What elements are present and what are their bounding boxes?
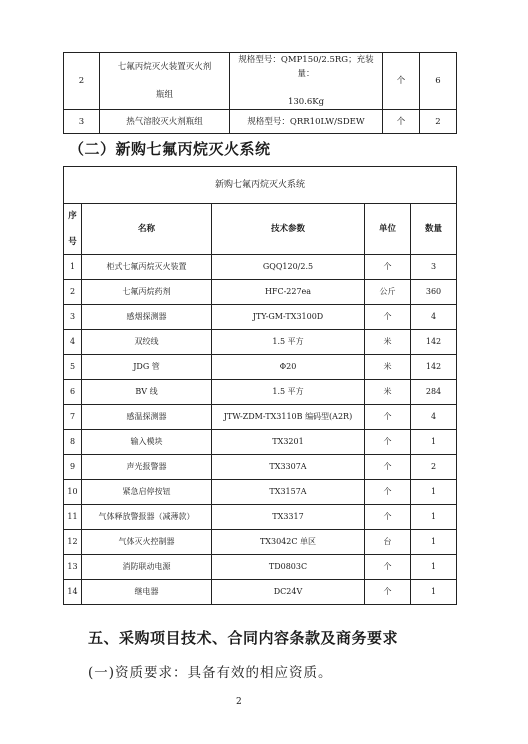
section-heading-five: 五、采购项目技术、合同内容条款及商务要求 — [88, 629, 399, 647]
item-unit: 个 — [365, 505, 411, 530]
table-title: 新购七氟丙烷灭火系统 — [64, 167, 457, 204]
table-row — [64, 530, 457, 555]
item-unit: 台 — [365, 530, 411, 555]
item-unit: 个 — [365, 580, 411, 605]
header-spec: 技术参数 — [212, 204, 365, 255]
item-qty: 1 — [411, 580, 457, 605]
item-qty: 2 — [420, 110, 457, 134]
header-name: 名称 — [82, 204, 212, 255]
item-qty: 6 — [420, 53, 457, 110]
table-row — [64, 53, 457, 110]
item-name: 双绞线 — [82, 330, 212, 355]
top-equipment-table — [63, 52, 457, 134]
item-name: 七氟丙烷灭火装置灭火剂 瓶组 — [100, 53, 230, 110]
row-number: 6 — [64, 380, 82, 405]
table-row — [64, 480, 457, 505]
item-spec: TX3157A — [212, 480, 365, 505]
item-qty: 142 — [411, 330, 457, 355]
item-spec: JTY-GM-TX3100D — [212, 305, 365, 330]
item-qty: 1 — [411, 430, 457, 455]
item-qty: 284 — [411, 380, 457, 405]
item-name: 气体灭火控制器 — [82, 530, 212, 555]
item-spec: 规格型号：QMP150/2.5RG；充装量： 130.6Kg — [230, 53, 383, 110]
item-unit: 米 — [365, 355, 411, 380]
item-unit: 个 — [365, 455, 411, 480]
row-number: 2 — [64, 53, 100, 110]
item-unit: 个 — [365, 430, 411, 455]
table-title-row — [64, 167, 457, 204]
table-row — [64, 330, 457, 355]
table-row — [64, 110, 457, 134]
row-number: 2 — [64, 280, 82, 305]
row-number: 1 — [64, 255, 82, 280]
table-row — [64, 380, 457, 405]
item-name: 声光报警器 — [82, 455, 212, 480]
table-row — [64, 580, 457, 605]
item-unit: 米 — [365, 330, 411, 355]
item-spec: JTW-ZDM-TX3110B 编码型(A2R) — [212, 405, 365, 430]
item-spec: HFC-227ea — [212, 280, 365, 305]
page-number: 2 — [236, 697, 242, 707]
header-unit: 单位 — [365, 204, 411, 255]
item-name: 消防联动电源 — [82, 555, 212, 580]
item-qty: 142 — [411, 355, 457, 380]
item-spec: TX3042C 单区 — [212, 530, 365, 555]
qualification-paragraph: (一)资质要求：具备有效的相应资质。 — [88, 665, 333, 681]
row-number: 13 — [64, 555, 82, 580]
row-number: 3 — [64, 305, 82, 330]
item-unit: 个 — [365, 555, 411, 580]
table-row — [64, 430, 457, 455]
item-unit: 个 — [365, 480, 411, 505]
item-qty: 360 — [411, 280, 457, 305]
item-spec: TX3317 — [212, 505, 365, 530]
item-unit: 个 — [383, 110, 420, 134]
item-unit: 公斤 — [365, 280, 411, 305]
header-qty: 数量 — [411, 204, 457, 255]
item-spec: 1.5 平方 — [212, 380, 365, 405]
item-unit: 个 — [383, 53, 420, 110]
table-row — [64, 455, 457, 480]
table-row — [64, 505, 457, 530]
section-heading-new-purchase: （二）新购七氟丙烷灭火系统 — [69, 140, 271, 158]
row-number: 14 — [64, 580, 82, 605]
item-name: 七氟丙烷药剂 — [82, 280, 212, 305]
row-number: 12 — [64, 530, 82, 555]
row-number: 9 — [64, 455, 82, 480]
item-name: 柜式七氟丙烷灭火装置 — [82, 255, 212, 280]
item-spec: TD0803C — [212, 555, 365, 580]
item-qty: 1 — [411, 505, 457, 530]
item-spec: DC24V — [212, 580, 365, 605]
item-spec: TX3307A — [212, 455, 365, 480]
item-unit: 个 — [365, 305, 411, 330]
table-row — [64, 280, 457, 305]
row-number: 8 — [64, 430, 82, 455]
item-qty: 1 — [411, 555, 457, 580]
item-qty: 1 — [411, 480, 457, 505]
row-number: 7 — [64, 405, 82, 430]
item-spec: 规格型号：QRR10LW/SDEW — [230, 110, 383, 134]
table-row — [64, 555, 457, 580]
item-unit: 个 — [365, 255, 411, 280]
row-number: 11 — [64, 505, 82, 530]
item-name: BV 线 — [82, 380, 212, 405]
item-qty: 4 — [411, 305, 457, 330]
main-equipment-table — [63, 166, 457, 605]
item-qty: 1 — [411, 530, 457, 555]
item-unit: 个 — [365, 405, 411, 430]
item-spec: 1.5 平方 — [212, 330, 365, 355]
item-name: 热气溶胶灭火剂瓶组 — [100, 110, 230, 134]
item-name: 感烟探测器 — [82, 305, 212, 330]
item-name: 气体释放警报器（减薄款） — [82, 505, 212, 530]
item-qty: 4 — [411, 405, 457, 430]
header-no: 序 号 — [64, 204, 82, 255]
row-number: 4 — [64, 330, 82, 355]
table-row — [64, 255, 457, 280]
table-header-row — [64, 204, 457, 255]
item-name: 感温探测器 — [82, 405, 212, 430]
table-row — [64, 305, 457, 330]
table-row — [64, 405, 457, 430]
item-name: 输入模块 — [82, 430, 212, 455]
item-name: 继电器 — [82, 580, 212, 605]
item-name: JDG 管 — [82, 355, 212, 380]
item-spec: TX3201 — [212, 430, 365, 455]
row-number: 10 — [64, 480, 82, 505]
item-spec: GQQ120/2.5 — [212, 255, 365, 280]
item-qty: 2 — [411, 455, 457, 480]
item-qty: 3 — [411, 255, 457, 280]
row-number: 5 — [64, 355, 82, 380]
item-spec: Φ20 — [212, 355, 365, 380]
table-row — [64, 355, 457, 380]
row-number: 3 — [64, 110, 100, 134]
item-unit: 米 — [365, 380, 411, 405]
item-name: 紧急启停按钮 — [82, 480, 212, 505]
